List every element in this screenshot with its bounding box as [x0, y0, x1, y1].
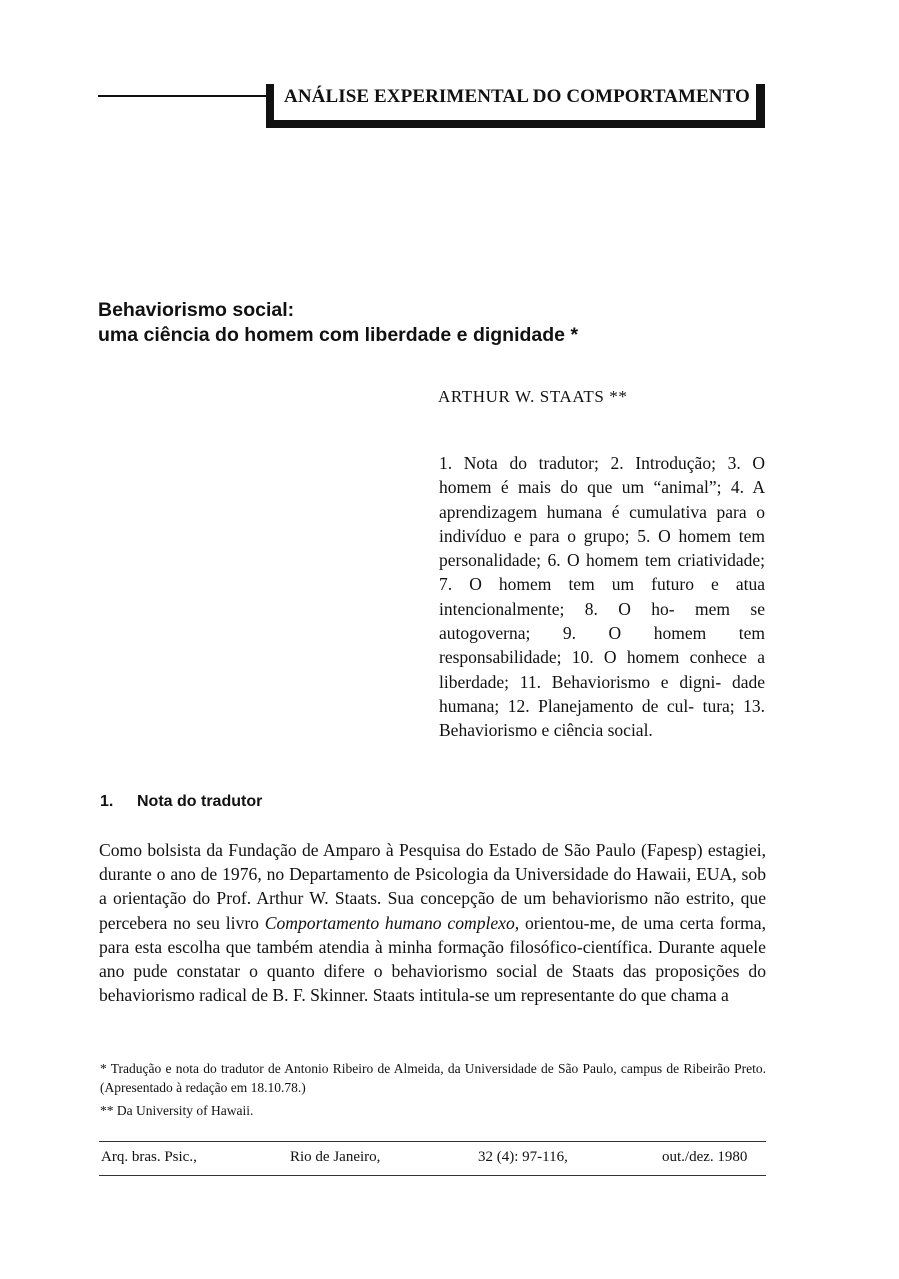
section-label: ANÁLISE EXPERIMENTAL DO COMPORTAMENTO: [284, 86, 750, 107]
footnote-affiliation: ** Da University of Hawaii.: [100, 1103, 254, 1118]
book-title-italic: Comportamento humano complexo: [264, 912, 515, 933]
citation-date: out./dez. 1980: [662, 1149, 748, 1165]
title-line-1: Behaviorismo social:: [98, 299, 295, 321]
section-heading: [100, 793, 500, 811]
footer-rule-top: [99, 1141, 766, 1142]
citation-city: Rio de Janeiro,: [290, 1149, 381, 1165]
footnote-translation: * Tradução e nota do tradutor de Antonio Ribeiro de Almeida, da Universidade de São Paulo, campus de Ribeirão Preto. (Apresentado à redação em 18.10.78.): [100, 1061, 766, 1095]
body-paragraph: [99, 838, 766, 1007]
section-title: Nota do tradutor: [137, 793, 263, 810]
footer-rule-bottom: [99, 1175, 766, 1176]
paragraph-text-start: Como bolsista da Fundação de Amparo à Pesquisa do Estado de São Paulo (Fapesp) estagiei, durante o ano de 1976, no Departamento de Psicologia da Universidade do Hawaii, EUA, sob a orientação do Prof. Arthur W. Staats. Sua concepção de um behaviorismo não estrito, que percebera no seu livro: [99, 840, 766, 933]
title-footnote-marker: *: [565, 324, 579, 346]
summary-part: dade humana; 12. Planejamento de cul-: [439, 671, 766, 716]
section-number: 1.: [100, 793, 114, 810]
header-underline: [266, 120, 765, 128]
article-title: [98, 298, 718, 348]
citation-volume: 32 (4): 97-116,: [478, 1149, 568, 1165]
header-rule: [98, 95, 274, 97]
paragraph-text-end: , orientou-me, de uma certa forma, para esta escolha que também atendia à minha formação filosófico-científica. Durante aquele ano pude constatar o quanto difere o behaviorismo social de Staats das proposições do behaviorismo radical de B. F. Skinner. Staats intitula-se um representante do que chama a: [99, 912, 766, 1006]
article-summary: [439, 451, 765, 743]
summary-part: 1. Nota do tradutor; 2. Introdução; 3. O homem é mais do que um “animal”; 4. A aprendizagem humana é cumulativa para o indivíduo e para o grupo; 5. O homem tem personalidade; 6. O homem tem criatividade; 7. O homem tem um futuro e atua intencionalmente; 8. O ho-: [439, 453, 765, 619]
author-name: ARTHUR W. STAATS **: [438, 387, 628, 406]
summary-part: tura; 13. Behaviorismo e ciência social.: [439, 695, 766, 741]
title-line-2: uma ciência do homem com liberdade e dignidade: [98, 324, 566, 346]
citation-journal: Arq. bras. Psic.,: [101, 1149, 197, 1165]
summary-part: mem se autogoverna; 9. O homem tem responsabilidade; 10. O homem conhece a liberdade; 11. Behaviorismo e digni-: [439, 598, 765, 692]
